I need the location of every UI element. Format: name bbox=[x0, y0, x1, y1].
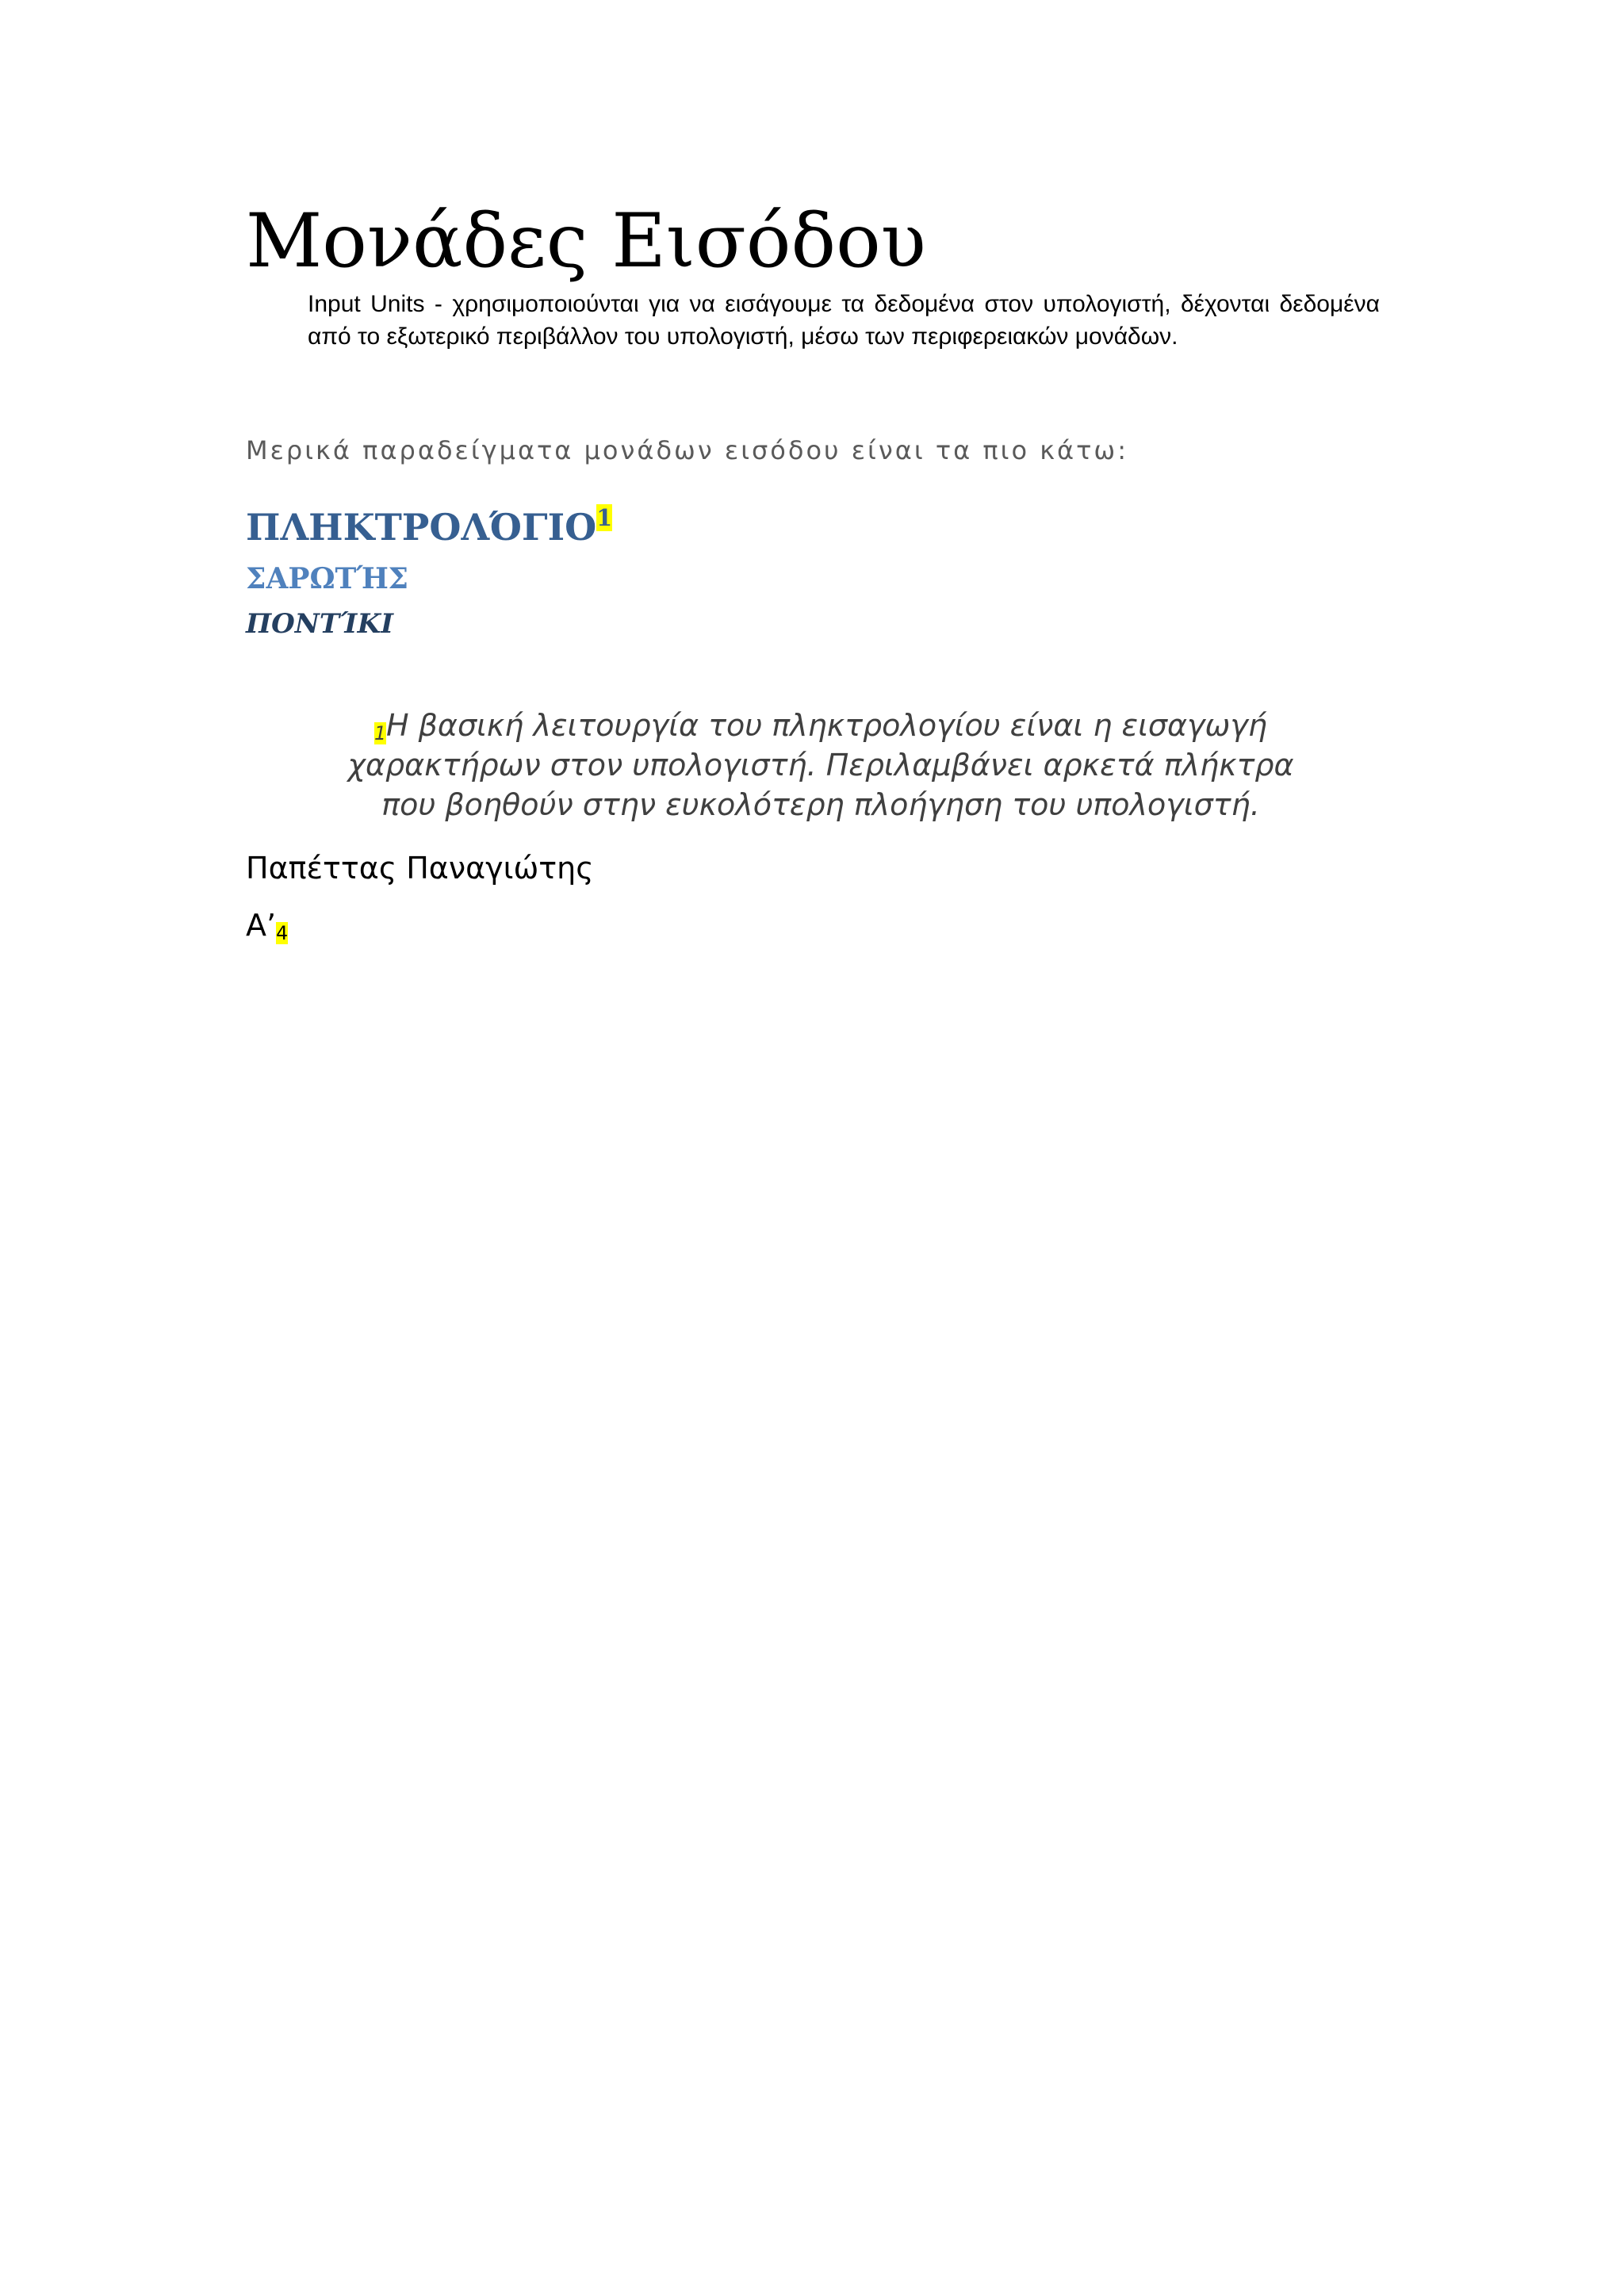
intro-paragraph: Input Units - χρησιμοποιούνται για να εισάγουμε τα δεδομένα στον υπολογιστή, δέχονται δεδομένα από το εξωτερικό περιβάλλον του υπολογιστή, μέσω των περιφερειακών μονάδων. bbox=[308, 291, 1380, 350]
subtitle: Μερικά παραδείγματα μονάδων εισόδου είναι τα πιο κάτω: bbox=[246, 435, 1128, 465]
quote-reference-mark: 1 bbox=[374, 721, 387, 744]
heading-keyboard-text: ΠΛΗΚΤΡΟΛΌΓΙΟ bbox=[246, 506, 597, 549]
class-number: 4 bbox=[276, 921, 289, 944]
class-name: Α’ bbox=[246, 908, 277, 943]
heading-keyboard bbox=[246, 503, 612, 552]
class-line bbox=[246, 904, 288, 947]
heading-mouse: ΠΟΝΤΊΚΙ bbox=[246, 608, 394, 640]
footnote-reference-mark: 1 bbox=[596, 504, 613, 532]
document-title: Μονάδες Εισόδου bbox=[246, 198, 926, 285]
keyboard-quote bbox=[341, 706, 1300, 825]
author-name: Παπέττας Παναγιώτης bbox=[246, 851, 594, 886]
quote-text: Η βασική λειτουργία του πληκτρολογίου είναι η εισαγωγή χαρακτήρων στον υπολογιστή. Περιλαμβάνει αρκετά πλήκτρα που βοηθούν στην ευκολότερη πλοήγηση του υπολογιστή. bbox=[347, 708, 1294, 822]
heading-scanner: ΣΑΡΩΤΉΣ bbox=[246, 562, 408, 595]
